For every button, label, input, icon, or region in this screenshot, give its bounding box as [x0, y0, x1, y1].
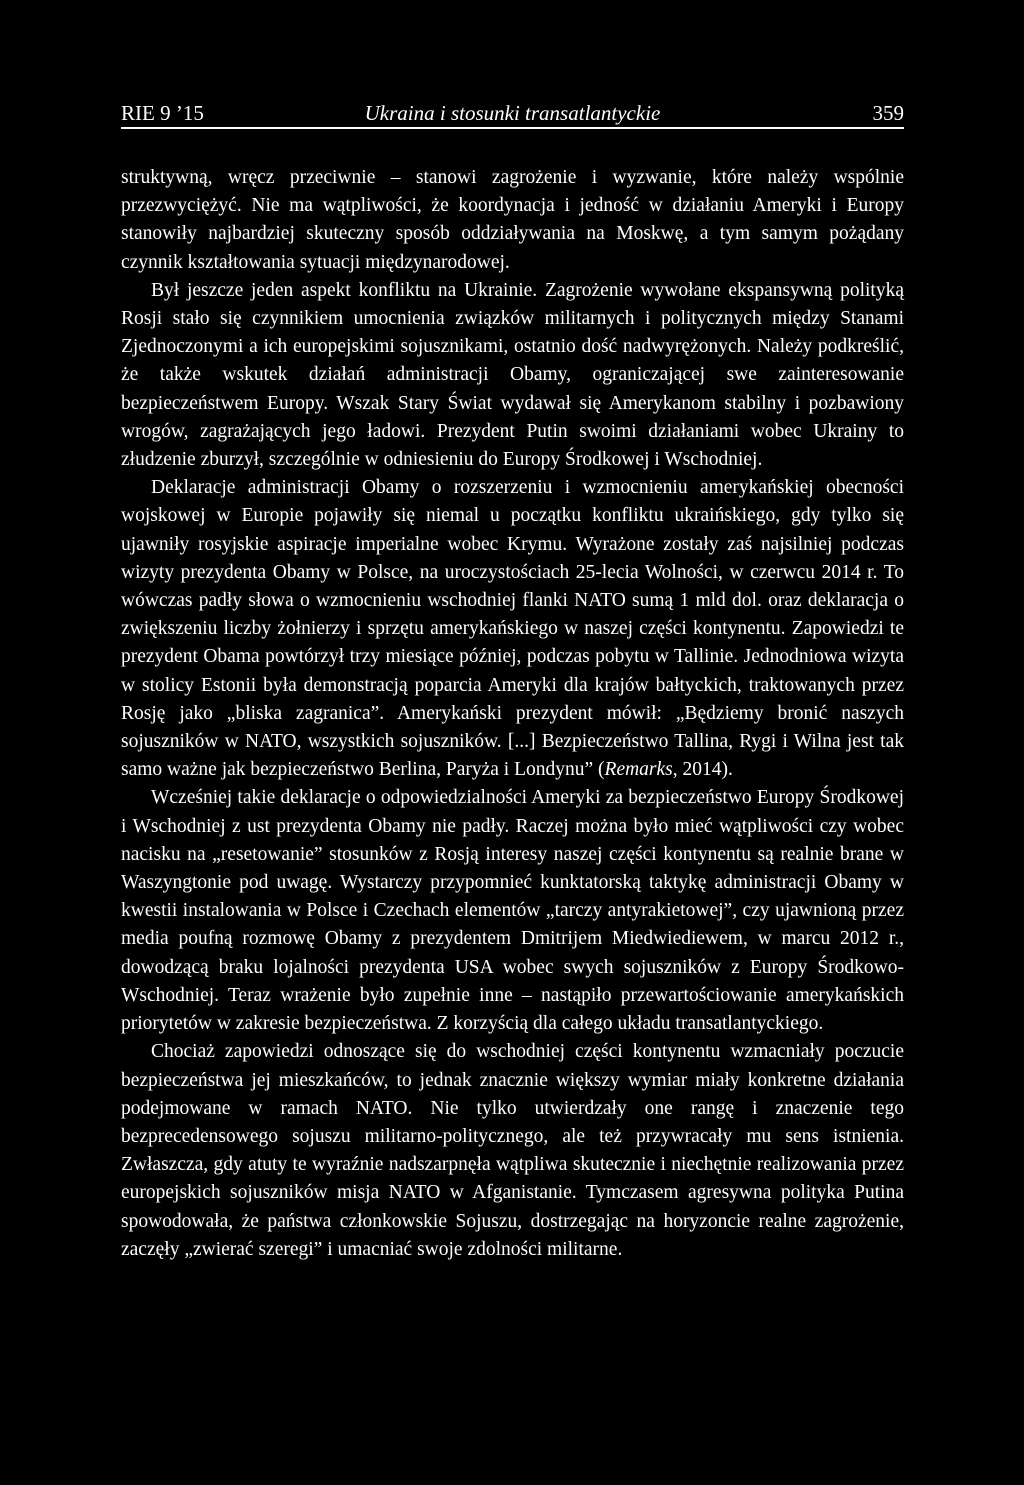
citation-year: , 2014).: [672, 759, 733, 781]
citation-source: Remarks: [604, 759, 673, 781]
paragraph: Wcześniej takie deklaracje o odpowiedzialności Ameryki za bezpieczeństwo Europy Środkowej i Wschodniej z ust prezydenta Obamy nie padły. Raczej można było mieć wątpliwości czy wobec nacisku na „resetowanie” stosunków z Rosją interesy naszej części kontynentu są realnie brane w Waszyngtonie pod uwagę. Wystarczy przypomnieć kunktatorską taktykę administracji Obamy w kwestii instalowania w Polsce i Czechach elementów „tarczy antyrakietowej”, czy ujawnioną przez media poufną rozmowę Obamy z prezydentem Dmitrijem Miedwiediewem, w marcu 2012 r., dowodzącą braku lojalności prezydenta USA wobec swych sojuszników z Europy Środkowo-Wschodniej. Teraz wrażenie było zupełnie inne – nastąpiło przewartościowanie amerykańskich priorytetów w zakresie bezpieczeństwa. Z korzyścią dla całego układu transatlantyckiego.: [121, 787, 904, 1035]
page-number: 359: [872, 101, 904, 125]
article-body: [121, 164, 904, 1264]
paragraph-continuation: struktywną, wręcz przeciwnie – stanowi zagrożenie i wyzwanie, które należy wspólnie przezwyciężyć. Nie ma wątpliwości, że koordynacja i jedność w działaniu Ameryki i Europy stanowiły najbardziej skuteczny sposób oddziaływania na Moskwę, a tym samym pożądany czynnik kształtowania sytuacji międzynarodowej.: [121, 167, 904, 273]
paragraph-with-quote: [121, 474, 904, 784]
paragraph-text: Deklaracje administracji Obamy o rozszerzeniu i wzmocnieniu amerykańskiej obecności wojskowej w Europie pojawiły się niemal u początku konfliktu ukraińskiego, gdy tylko się ujawniły rosyjskie aspiracje imperialne wobec Krymu. Wyrażone zostały zaś najsilniej podczas wizyty prezydenta Obamy w Polsce, na uroczystościach 25-lecia Wolności, w czerwcu 2014 r. To wówczas padły słowa o wzmocnieniu wschodniej flanki NATO sumą 1 mld dol. oraz deklaracja o zwiększeniu liczby żołnierzy i sprzętu amerykańskiego w naszej części kontynentu. Zapowiedzi te prezydent Obama powtórzył trzy miesiące później, podczas pobytu w Tallinie. Jednodniowa wizyta w stolicy Estonii była demonstracją poparcia Ameryki dla krajów bałtyckich, traktowanych przez Rosję jako „bliska zagranica”. Amerykański prezydent mówił: „Będziemy bronić naszych sojuszników w NATO, wszystkich sojuszników. [...] Bezpieczeństwo Tallina, Rygi i Wilna jest tak samo ważne jak bezpieczeństwo Berlina, Paryża i Londynu” (: [121, 477, 904, 781]
paragraph: Chociaż zapowiedzi odnoszące się do wschodniej części kontynentu wzmacniały poczucie bezpieczeństwa jej mieszkańców, to jednak znacznie większy wymiar miały konkretne działania podejmowane w ramach NATO. Nie tylko utwierdzały one rangę i znaczenie tego bezprecedensowego sojuszu militarno-politycznego, ale też przywracały mu sens istnienia. Zwłaszcza, gdy atuty te wyraźnie nadszarpnęła wątpliwa skutecznie i niechętnie realizowania przez europejskich sojuszników misja NATO w Afganistanie. Tymczasem agresywna polityka Putina spowodowała, że państwa członkowskie Sojuszu, dostrzegając na horyzoncie realne zagrożenie, zaczęły „zwierać szeregi” i umacniać swoje zdolności militarne.: [121, 1041, 904, 1260]
journal-issue: RIE 9 ’15: [121, 101, 204, 125]
header-rule: [121, 127, 904, 129]
running-title: Ukraina i stosunki transatlantyckie: [364, 101, 661, 125]
running-header: [121, 98, 904, 128]
paragraph: Był jeszcze jeden aspekt konfliktu na Ukrainie. Zagrożenie wywołane ekspansywną polityką Rosji stało się czynnikiem umocnienia związków militarnych i politycznych między Stanami Zjednoczonymi a ich europejskimi sojusznikami, ostatnio dość nadwyrężonych. Należy podkreślić, że także wskutek działań administracji Obamy, ograniczającej swe zainteresowanie bezpieczeństwem Europy. Wszak Stary Świat wydawał się Amerykanom stabilny i pozbawiony wrogów, zagrażających jego ładowi. Prezydent Putin swoimi działaniami wobec Ukrainy to złudzenie zburzył, szczególnie w odniesieniu do Europy Środkowej i Wschodniej.: [121, 279, 904, 471]
